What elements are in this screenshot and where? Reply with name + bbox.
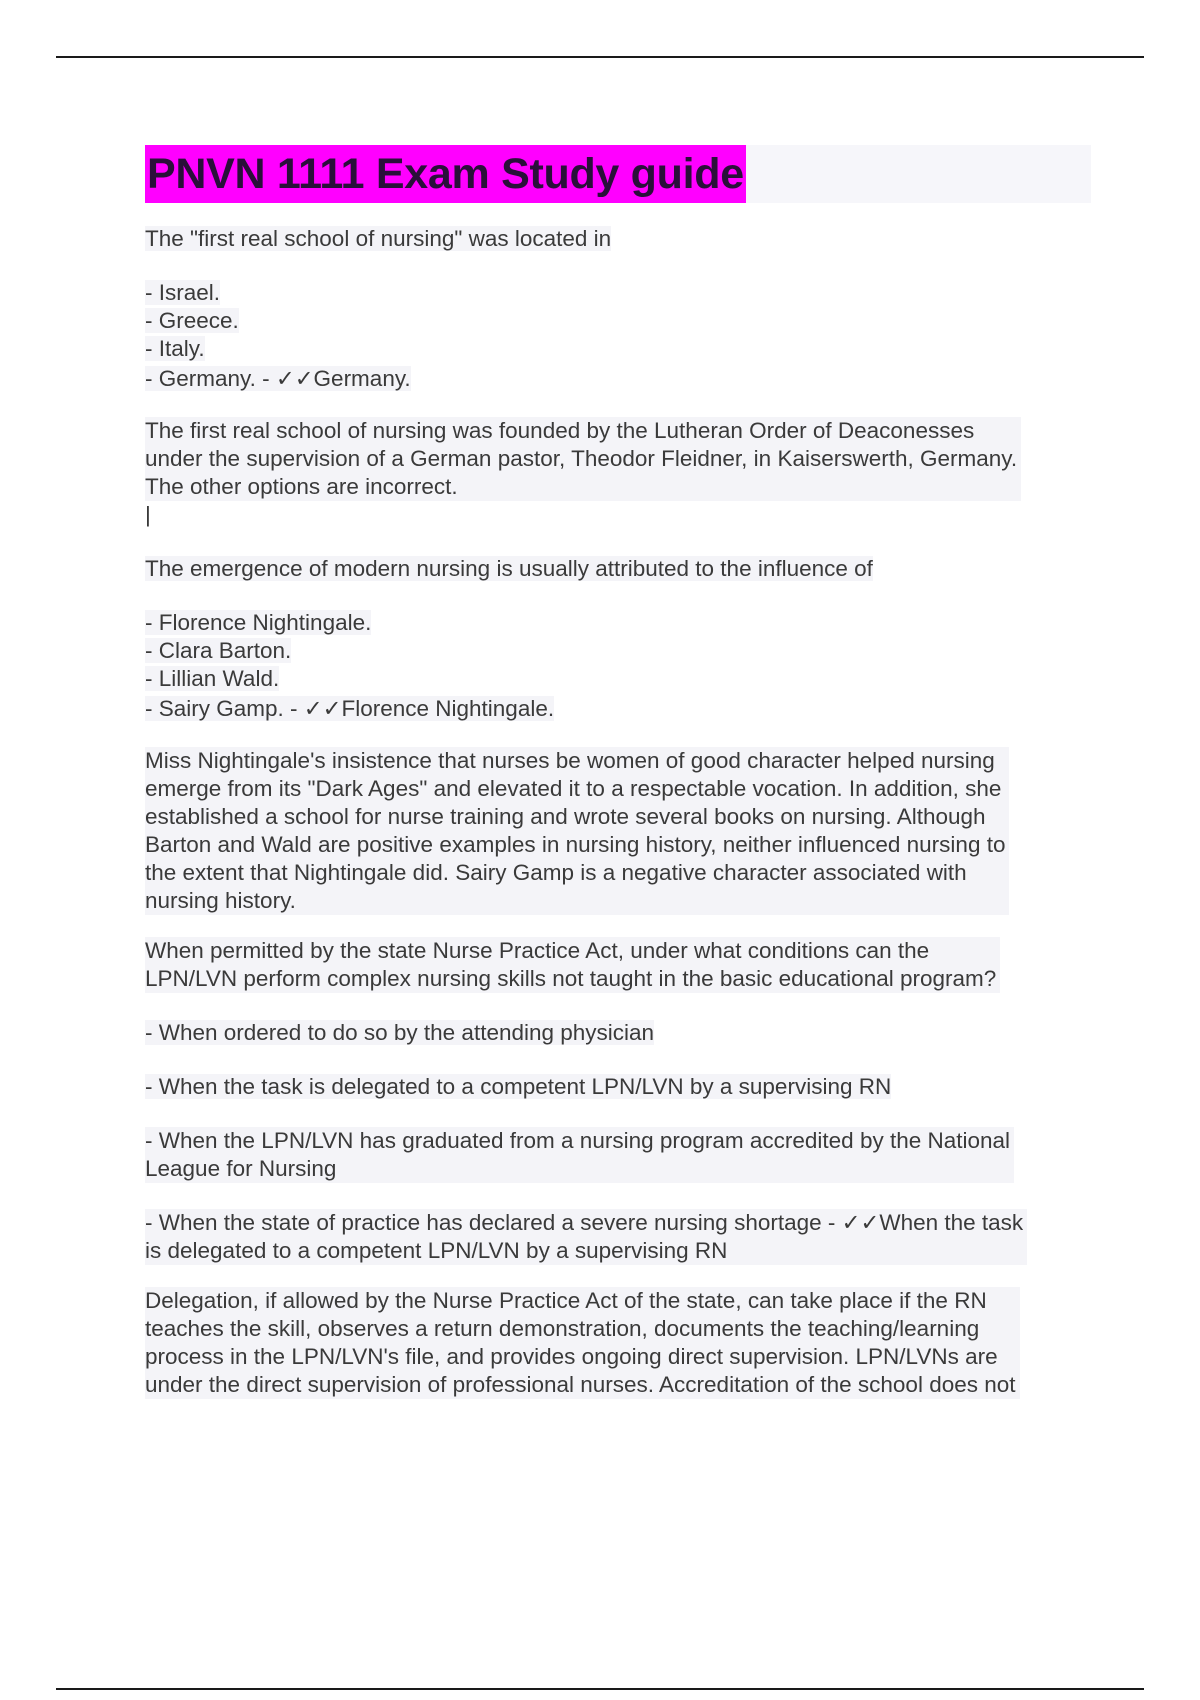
explanation-line: nursing history. bbox=[145, 888, 296, 913]
explanation-line: under the supervision of a German pastor, Theodor Fleidner, in Kaiserswerth, Germany. bbox=[145, 446, 1018, 471]
question-2-option-b: - Clara Barton. bbox=[145, 638, 292, 663]
question-2-text: The emergence of modern nursing is usually attributed to the influence of bbox=[145, 556, 873, 581]
question-3-text bbox=[145, 937, 1000, 993]
question-1-explanation bbox=[145, 417, 1021, 501]
header-rule bbox=[56, 56, 1144, 58]
question-3-option-c bbox=[145, 1127, 1014, 1183]
question-2 bbox=[145, 555, 1095, 915]
explanation-line: The first real school of nursing was founded by the Lutheran Order of Deaconesses bbox=[145, 418, 975, 443]
footer-rule bbox=[56, 1688, 1144, 1690]
question-line: LPN/LVN perform complex nursing skills not taught in the basic educational program? bbox=[145, 966, 997, 991]
explanation-line: emerge from its "Dark Ages" and elevated it to a respectable vocation. In addition, she bbox=[145, 776, 1002, 801]
question-1-option-a: - Israel. bbox=[145, 280, 221, 305]
question-1-option-c: - Italy. bbox=[145, 336, 205, 361]
question-3 bbox=[145, 937, 1095, 1399]
question-2-option-d-answer: - Sairy Gamp. - ✓✓Florence Nightingale. bbox=[145, 696, 555, 721]
stray-mark: | bbox=[145, 502, 151, 527]
option-line: League for Nursing bbox=[145, 1156, 337, 1181]
explanation-line: Miss Nightingale's insistence that nurses be women of good character helped nursing bbox=[145, 748, 995, 773]
explanation-line: Delegation, if allowed by the Nurse Practice Act of the state, can take place if the RN bbox=[145, 1288, 987, 1313]
document-body bbox=[145, 145, 1095, 1399]
option-line: is delegated to a competent LPN/LVN by a supervising RN bbox=[145, 1238, 728, 1263]
question-1-text: The "first real school of nursing" was located in bbox=[145, 226, 612, 251]
title-bar bbox=[145, 145, 1091, 203]
question-line: When permitted by the state Nurse Practice Act, under what conditions can the bbox=[145, 938, 930, 963]
explanation-line: teaches the skill, observes a return demonstration, documents the teaching/learning bbox=[145, 1316, 980, 1341]
explanation-line: Barton and Wald are positive examples in nursing history, neither influenced nursing to bbox=[145, 832, 1006, 857]
question-1 bbox=[145, 225, 1095, 529]
option-line: - When the state of practice has declared a severe nursing shortage - ✓✓When the task bbox=[145, 1210, 1024, 1235]
option-line: - When the LPN/LVN has graduated from a nursing program accredited by the National bbox=[145, 1128, 1011, 1153]
explanation-line: under the direct supervision of professional nurses. Accreditation of the school does not bbox=[145, 1372, 1016, 1397]
question-2-option-c: - Lillian Wald. bbox=[145, 666, 280, 691]
explanation-line: the extent that Nightingale did. Sairy Gamp is a negative character associated with bbox=[145, 860, 967, 885]
page-title: PNVN 1111 Exam Study guide bbox=[145, 145, 746, 203]
question-3-option-d-answer bbox=[145, 1209, 1027, 1265]
question-1-option-b: - Greece. bbox=[145, 308, 239, 333]
question-3-option-b: - When the task is delegated to a competent LPN/LVN by a supervising RN bbox=[145, 1074, 892, 1099]
question-3-explanation bbox=[145, 1287, 1020, 1399]
question-1-option-d-answer: - Germany. - ✓✓Germany. bbox=[145, 366, 411, 391]
question-2-explanation bbox=[145, 747, 1009, 915]
explanation-line: process in the LPN/LVN's file, and provides ongoing direct supervision. LPN/LVNs are bbox=[145, 1344, 998, 1369]
question-2-option-a: - Florence Nightingale. bbox=[145, 610, 372, 635]
explanation-line: established a school for nurse training and wrote several books on nursing. Although bbox=[145, 804, 986, 829]
explanation-line: The other options are incorrect. bbox=[145, 474, 458, 499]
question-3-option-a: - When ordered to do so by the attending physician bbox=[145, 1020, 655, 1045]
